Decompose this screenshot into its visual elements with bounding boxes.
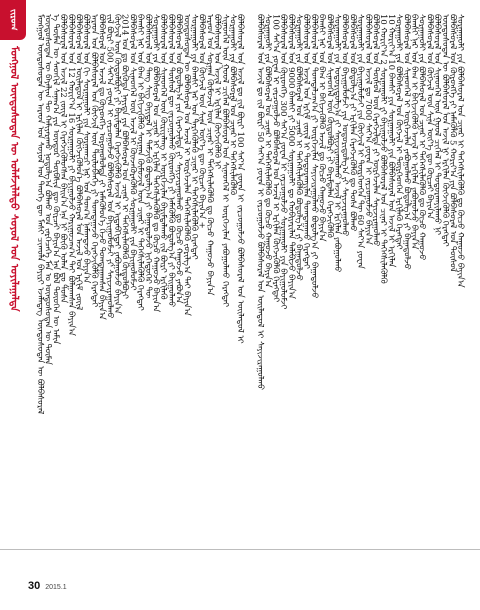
text-column: ᠰᠢᠨᠡᠳᠭᠡᠯ ᠦᠨ ᠭᠣᠣᠯ ᠴᠢᠭᠯᠡᠯ ᠪᠣᠯᠪᠠᠰᠤᠷᠠᠯ ᠤᠨ ᠰᠢᠨᠡᠳᠭᠡᠯ ᠢ ᠦᠷᠭᠡᠵᠢᠯᠡᠨ ᠶᠠᠪᠤᠭᠤᠯᠬᠤ ᠬᠡᠷᠡᠭᠲᠡᠢ	[220, 14, 231, 307]
text-column: ᠪᠣᠯᠪᠠᠰᠤᠷᠠᠯ ᠤᠨ ᠠᠵᠢᠯ 22 ᠵᠦᠢᠯ ᠢ ᠬᠡᠷᠡᠭᠵᠢᠭᠦᠯᠦᠭᠰᠡᠨ ᠪᠠᠢᠨ᠎ᠠ ᠡᠨᠡ ᠨᠢ ᠪᠦᠬᠦ ᠣᠯᠠᠨ ᠳᠤ ᠲᠤᠰᠠ	[59, 14, 70, 304]
corner-tab-label: ᠵᠢᠷᠤᠭ	[8, 9, 18, 31]
text-column: ᠡ ᠲᠦᠮᠡᠨ ᠦ ᠰᠡᠳᠬᠢᠯ ᠰᠠᠨᠠᠭ᠎ᠠ ᠶᠢᠨ ᠥᠨᠳᠦᠷ ᠲᠦᠪᠰᠢᠨ ᠳᠦ ᠬᠦᠷᠴᠡᠢ ᠪᠠᠶᠢᠨ᠎ᠠ ᠡᠨᠡ ᠪᠣᠯ ᠲᠦᠦᠬᠡᠨ ᠦ ᠠᠮᠢᠨ	[51, 14, 62, 345]
text-column: ᠰᠤᠷᠭᠠᠭᠤᠯᠢ ᠶᠢᠨ ᠪᠠᠭᠰᠢ ᠨᠠᠷ ᠤᠨ ᠲᠡᠷᠭᠡᠭᠦᠯᠡᠬᠦ ᠴᠢᠨᠠᠷ ᠢ ᠳᠡᠭᠡᠭᠰᠢᠯᠡᠭᠦᠯᠬᠦ ᠬᠡᠷᠡᠭᠲᠡᠢ	[190, 14, 200, 260]
text-column: ᠪᠣᠯᠪᠠᠰᠤᠷᠠᠯ ᠤᠨ ᠬᠥᠷᠦᠩᠭᠡ ᠶᠢ ᠨᠡᠮᠡᠭᠦᠯᠬᠦ 5 ᠬᠣᠷᠢᠶ᠎ᠠ ᠶᠢᠨ ᠪᠣᠯᠪᠠᠰᠤᠷᠠᠯ ᠤᠨ ᠲᠥᠰᠦᠯ	[448, 14, 459, 272]
text-column: ᠪᠣᠯᠪᠠᠰᠤᠷᠠᠯ ᠤᠨ ᠠᠵᠢᠯ ᠤᠨ ᠡᠷᠬᠢᠮ ᠵᠦᠢᠯ ᠢ ᠲᠣᠳᠤᠷᠬᠠᠶᠢᠯᠠᠨ ᠲᠣᠭᠲᠠᠭᠠᠬᠤ ᠬᠡᠷᠡᠭᠲᠡᠢ	[302, 14, 313, 269]
text-column: ᠰᠤᠷᠭᠠᠭᠤᠯᠢ ᠶᠢᠨ ᠪᠣᠯᠪᠠᠰᠤᠷᠠᠯ ᠤᠨ ᠴᠢᠨᠠᠷ ᠢ ᠳᠡᠭᠡᠭᠰᠢᠯᠡᠭᠦᠯᠬᠦ	[228, 14, 239, 196]
text-column: ᠪᠣᠯᠪᠠᠰᠤᠷᠠᠯ ᠤᠨ ᠰᠢᠨᠡᠳᠭᠡᠯ ᠦᠨ ᠭᠣᠣᠯ ᠴᠢᠭᠯᠡᠯ ᠢ ᠲᠣᠳᠤᠷᠬᠠᠶᠢᠯᠠᠬᠤ ᠨᠢ	[433, 14, 444, 235]
text-column: ᠪᠣᠯᠪᠠᠰᠤᠷᠠᠯ ᠤᠨ ᠲᠥᠰᠦᠯ ᠦᠨ ᠬᠡᠷᠡᠭᠵᠢᠯᠲᠡ ᠶᠢ ᠦᠷᠭᠡᠵᠢᠯᠡᠨ ᠰᠠᠶᠢᠵᠢᠷᠠᠭᠤᠯᠬᠤ	[371, 14, 382, 247]
text-column: ᠠᠷᠠᠳ ᠤᠨ ᠰᠤᠷᠭᠠᠨ ᠬᠦᠮᠦᠵᠢᠯ ᠦᠨ ᠴᠢᠨᠠᠷ ᠢ ᠳᠡᠭᠡᠭᠰᠢᠯᠡᠭᠦᠯᠬᠦ ᠳᠤ ᠬᠦᠴᠦ ᠬᠠᠭᠤᠵᠤ ᠪᠠᠶᠢᠨ᠎ᠠ	[205, 14, 216, 296]
text-column: ᠪᠣᠯᠪᠠᠰᠤᠷᠠᠯ ᠤᠨ ᠲᠥᠰᠦᠯ ᠳᠦ ᠵᠠᠷᠴᠤᠭᠤᠯᠬᠤ ᠬᠥᠷᠦᠩᠭᠡ ᠶᠢ ᠨᠡᠮᠡᠭᠦᠯᠬᠦ ᠪᠣᠳᠣᠯᠭ᠎ᠠ ᠶᠢ ᠪᠠᠢᠭᠤᠯᠬᠤ	[166, 14, 177, 308]
text-column: ᠪᠣᠯᠪᠠᠰᠤᠷᠠᠯ ᠤᠨ ᠰᠢᠨᠡᠳᠭᠡᠯ ᠦᠨ ᠬᠦᠷᠢᠶᠡᠯᠡᠩ ᠢ ᠦᠷᠭᠡᠵᠢᠯᠡᠨ ᠪᠠᠷᠢᠮᠲᠠᠯᠠᠬᠤ ᠵᠢᠯ ᠪᠦᠷᠢ ᠡᠷᠬᠢᠯᠡᠬᠦ	[159, 14, 170, 300]
folio	[28, 580, 67, 592]
text-column: ᠪᠣᠯᠪᠠᠰᠤᠷᠠᠯ ᠤᠨ ᠰᠢᠨᠡᠳᠭᠡᠯ ᠦᠨ ᠠᠵᠢᠯ ᠢ ᠭᠦᠨᠵᠡᠭᠦᠷᠡᠭᠦᠯᠬᠦ ᠰᠤᠷᠭᠠᠭᠤᠯᠢ ᠶᠢᠨ ᠪᠠᠶᠢᠭᠤᠯᠤᠮᠵᠢ	[128, 14, 139, 291]
text-column: ᠰᠤᠷᠭᠠᠭᠤᠯᠢ ᠶᠢᠨ ᠪᠣᠯᠪᠠᠰᠤᠷᠠᠯ ᠤᠨ ᠴᠢᠨᠠᠷ ᠢ ᠳᠡᠭᠡᠭᠰᠢᠯᠡᠭᠦᠯᠬᠦ ᠳᠤ ᠬᠦᠴᠦ ᠬᠠᠭᠤᠵᠤ	[417, 14, 428, 261]
text-column: ᠪᠣᠯᠪᠠᠰᠤᠷᠠᠯ ᠤᠨ ᠠᠵᠢᠯ ᠳᠤ ᠵᠢᠯ ᠪᠦᠷᠢ 100 ᠰᠠᠶ᠎ᠠ ᠶᠤᠸᠠᠨ ᠢ ᠵᠠᠷᠴᠤᠭᠤᠯᠵᠤ ᠪᠣᠯᠪᠠᠰᠤᠷᠠᠯ ᠤᠨ ᠦᠢᠯᠡᠳᠦᠯ ᠢ	[236, 14, 246, 344]
text-column: ᠪᠠᠭᠰᠢ ᠨᠠᠷ ᠤᠨ ᠪᠠᠭ ᠢ ᠪᠡᠬᠢᠵᠢᠭᠦᠯᠬᠦ ᠰᠤᠷᠭᠠᠨ ᠬᠦᠮᠦᠵᠢᠯ ᠦᠨ ᠴᠢᠨᠠᠷ ᠢ ᠳᠡᠭᠡᠭᠰᠢᠯᠡᠭᠦᠯᠬᠦ ᠬᠡᠷᠡᠭᠲᠡᠢ	[136, 14, 147, 311]
body-text-left-block	[36, 14, 246, 532]
text-column: ᠪᠣᠯᠪᠠᠰᠤᠷᠠᠯ ᠤᠨ ᠪᠣᠳᠣᠯᠭ᠎ᠠ ᠶᠢᠨ ᠬᠡᠷᠡᠭᠵᠢᠯᠲᠡ ᠶᠢ ᠰᠠᠶᠢᠵᠢᠷᠠᠭᠤᠯᠬᠤ ᠳᠤ ᠬᠦᠴᠦ ᠬᠠᠭᠤᠵᠤ ᠶᠠᠪᠤᠨ᠎ᠠ	[174, 14, 185, 304]
text-column: ᠪᠣᠯᠪᠠᠰᠤᠷᠠᠯ ᠤᠨ ᠦᠢᠯᠡᠳᠦᠯ ᠢ ᠡᠷᠬᠢᠯᠡᠨ ᠬᠥᠭᠵᠢᠭᠦᠯᠦᠨ᠎ᠡ ᠪᠣᠯᠪᠠᠰᠤᠷᠠᠯ ᠤᠨ ᠠᠵᠢᠯ ᠤᠨ ᠡᠷᠬᠢᠮ ᠵᠦᠢᠯ	[74, 14, 85, 311]
corner-section-tab	[0, 0, 26, 40]
text-column: ᠪᠣᠯᠪᠠᠰᠤᠷᠠᠯ ᠤᠨ ᠠᠵᠢᠯ ᠳᠤ ᠵᠢᠯ ᠪᠦᠷᠢ 50 ᠰᠠᠶ᠎ᠠ ᠶᠤᠸᠠᠨ ᠢ ᠵᠠᠷᠴᠤᠭᠤᠯᠵᠤ ᠪᠣᠯᠪᠠᠰᠤᠷᠠᠯ ᠤᠨ ᠦᠢᠯᠡᠳᠦᠯ ᠢ ᠰᠠᠶᠢᠵᠢᠷᠠᠭᠤᠯᠬᠤ	[256, 14, 266, 390]
text-column: ᠪᠣᠯᠪᠠᠰᠤᠷᠠᠯ ᠤᠨ ᠠᠵᠢᠯ ᠳᠤ ᠬᠥᠷᠦᠩᠭᠡ ᠣᠷᠣᠭᠤᠯᠤᠯᠲᠠ ᠶᠢ ᠨᠡᠮᠡᠭᠦᠯᠦᠨ᠎ᠡ ᠭᠡᠵᠦ ᠲᠣᠭᠲᠠᠭᠠᠭᠰᠠᠨ ᠪᠠᠶᠢᠨ᠎ᠠ	[97, 14, 108, 320]
text-column: ᠪᠠᠭᠰᠢ ᠨᠠᠷ ᠤᠨ ᠪᠠᠭ ᠢ ᠪᠡᠬᠢᠵᠢᠭᠦᠯᠬᠦ ᠠᠵᠢᠯ ᠳᠤ ᠬᠦᠴᠦ ᠬᠠᠭᠤᠵᠤ ᠪᠠᠶᠢᠨ᠎ᠠ	[317, 14, 328, 242]
footer-rule	[0, 549, 480, 550]
text-column: ᠰᠤᠷᠭᠠᠭᠤᠯᠢ ᠶᠢᠨ ᠪᠠᠶᠢᠭᠤᠯᠤᠮᠵᠢ ᠶᠢᠨ ᠬᠥᠭᠵᠢᠯ ᠢ ᠲᠦᠷᠭᠡᠳᠬᠡᠨ ᠲᠦ 60 ᠰᠠᠶ᠎ᠠ ᠶᠤᠸᠠᠨ	[356, 14, 367, 269]
text-column: ᠪᠣᠯᠪᠠᠰᠤᠷᠠᠯ ᠤᠨ ᠠᠵᠢᠯ ᠢ ᠡᠷᠬᠢᠯᠡᠨ ᠬᠥᠭᠵᠢᠭᠦᠯᠬᠦ ᠨᠢ	[213, 14, 224, 169]
text-column: ᠦᠨᠳᠦᠰᠦᠲᠡᠨ ᠦ ᠪᠣᠯᠪᠠᠰᠤᠷᠠᠯ ᠤᠨ ᠠᠵᠢᠯ ᠢ ᠦᠷᠭᠡᠵᠢᠯᠡᠨ ᠳᠡᠭᠡᠭᠰᠢᠯᠡᠭᠦᠯᠬᠦ ᠵᠣᠷᠢᠯᠭ᠎ᠠ ᠲᠠᠢ ᠪᠠᠶᠢᠨ᠎ᠠ	[182, 14, 193, 316]
text-column: 10 ᠬᠣᠷᠢᠶ᠎ᠠ 10 ᠪᠠᠭᠰᠢ ᠶᠢᠨ ᠰᠤᠷᠭᠠᠭᠤᠯᠢ ᠶᠢᠨ ᠪᠣᠯᠪᠠᠰᠤᠷᠠᠯ ᠤᠨ ᠠᠵᠢᠯ ᠢ ᠡᠷᠬᠢᠯᠡᠨ	[386, 14, 397, 268]
text-column: ᠰᠤᠷᠭᠠᠭᠤᠯᠢ ᠶᠢᠨ ᠪᠣᠯᠪᠠᠰᠤᠷᠠᠯ ᠤᠨ ᠬᠥᠭᠵᠢᠯ ᠢ ᠲᠦᠷᠭᠡᠳᠬᠡᠨ ᠡᠷᠬᠢᠯᠡᠬᠦ ᠬᠡᠷᠡᠭᠲᠡᠢ	[394, 14, 405, 250]
text-column: ᠰᠤᠷᠭᠠᠭᠤᠯᠢ ᠶᠢᠨ ᠤᠳᠤᠷᠢᠳᠤᠯᠭ᠎ᠠ ᠶᠢ ᠰᠠᠶᠢᠵᠢᠷᠠᠭᠤᠯᠬᠤ ᠠᠵᠢᠯ ᠢ ᠡᠷᠬᠢᠯᠡᠨ ᠶᠠᠪᠤᠭᠤᠯᠬᠤ	[333, 14, 343, 273]
text-column: ᠰᠤᠷᠭᠠᠭᠤᠯᠢ ᠶᠢᠨ ᠪᠣᠯᠪᠠᠰᠤᠷᠠᠯ ᠤᠨ ᠴᠢᠨᠠᠷ ᠢ ᠳᠡᠭᠡᠭᠰᠢᠯᠡᠭᠦᠯᠬᠦ ᠳᠤ ᠬᠦᠴᠦ ᠬᠠᠭᠤᠵᠤ ᠪᠠᠶᠢᠨ᠎ᠠ	[456, 14, 467, 288]
text-column: ᠪᠣᠯᠪᠠᠰᠤᠷᠠᠯ ᠤᠨ ᠬᠢ ᠰᠤᠷᠭᠠᠭᠤᠯᠢ ᠶᠢᠨ ᠰᠤᠷᠭᠠᠭᠴᠢ ᠨᠠᠷ ᠤᠨ ᠲᠣᠭ᠎ᠠ ᠨᠡᠮᠡᠭ᠍ᠳᠡᠵᠦ ᠪᠠᠶᠢᠨ᠎ᠠ	[82, 14, 93, 284]
text-column: ᠠᠷᠠᠳ ᠤᠨ ᠪᠣᠯᠪᠠᠰᠤᠷᠠᠯ ᠤᠨ ᠬᠥᠭᠵᠢᠯ ᠦᠨ ᠲᠦᠯᠦᠪᠯᠡᠭᠡ ᠶᠢ ᠲᠣᠭᠲᠠᠭᠠᠵᠤ ᠬᠡᠷᠡᠭᠵᠢᠭᠦᠯᠬᠦ ᠬᠡᠷᠡᠭᠲᠡᠢ	[89, 14, 100, 308]
text-column: ᠪᠣᠯᠪᠠᠰᠤᠷᠠᠯ ᠤᠨ ᠬᠥᠭᠵᠢᠯ ᠦᠨ ᠰᠢᠨᠡ ᠦᠶ᠎ᠡ ᠳᠦ ᠬᠦᠷᠴᠡᠢ ᠪᠠᠶᠢᠨ᠎ᠠ	[425, 14, 436, 219]
text-column: ᠪᠣᠯᠪᠠᠰᠤᠷᠠᠯ ᠤᠨ ᠰᠢᠨᠡᠳᠭᠡᠯ ᠦᠨ ᠬᠥᠲᠦᠯᠪᠦᠷᠢ ᠶᠢ ᠪᠠᠷᠢᠮᠲᠠᠯᠠᠨ ᠬᠡᠷᠡᠭᠵᠢᠭᠦᠯᠬᠦ	[325, 14, 336, 238]
text-column: ᠪᠣᠯᠪᠠᠰᠤᠷᠠᠯ ᠤᠨ ᠲᠡᠩ ᠰᠢᠭ ᠪᠠᠶᠢᠳᠠᠯ ᠢ ᠳᠡᠮᠵᠢᠬᠦ ᠪᠣᠳᠣᠯᠭ᠎ᠠ ᠶᠢ ᠪᠠᠭᠠᠳᠤᠯᠵᠤ ᠨᠢᠭᠡᠳᠦᠭᠡᠷ ᠲᠦ	[143, 14, 154, 299]
text-column: ᠦᠨᠳᠦᠰᠦᠲᠡᠨ ᠦ ᠪᠠᠶᠠᠯᠢᠭ ᠲᠦ ᠬᠠᠮᠢᠶᠠᠷᠠᠬᠤ ᠨᠣᠳᠤᠯᠭ᠎ᠠ ᠪᠣᠯᠬᠤ ᠤᠨ ᠵᠡᠷᠭᠡᠴᠡᠭᠡ ᠮᠠᠨ ᠤ ᠦᠨᠳᠦᠰᠦᠲᠡᠨ ᠦ ᠲᠦᠮᠡᠨ	[43, 14, 54, 365]
text-column: ᠪᠣᠯᠪᠠᠰᠤᠷᠠᠯ ᠤᠨ 12 ᠬᠣᠷᠢᠶ᠎ᠠ 16 ᠰᠤᠷᠭᠠᠭᠤᠯᠢ ᠶᠢ ᠪᠠᠶᠢᠭᠤᠯᠵᠤ ᠬᠠᠷᠢᠭᠤᠴᠠᠭ᠎ᠠ ᠲᠠᠢ ᠪᠣᠯᠭᠠᠭᠰᠠᠨ ᠪᠠᠶᠢᠨ᠎ᠠ	[66, 14, 77, 336]
text-column: ᠵᠢᠯ ᠪᠦᠷᠢ 500 ᠰᠠᠶ᠎ᠠ ᠶᠤᠸᠠᠨ ᠢ ᠵᠠᠷᠴᠤᠭᠤᠯᠵᠤ ᠪᠣᠯᠪᠠᠰᠤᠷᠠᠯ ᠤᠨ ᠪᠠᠶᠢᠭᠤᠯᠤᠮᠵᠢ ᠶᠢ ᠰᠠᠶᠢᠵᠢᠷᠠᠭᠤᠯᠬᠤ	[105, 14, 116, 319]
text-column: ᠪᠣᠯᠪᠠᠰᠤᠷᠠᠯ ᠤᠨ ᠪᠣᠳᠣᠯᠭ᠎ᠠ ᠶᠢ ᠡᠷᠬᠢᠯᠡᠨ ᠬᠡᠷᠡᠭᠵᠢᠭᠦᠯᠬᠦ ᠳᠤ ᠲᠤᠰᠠ ᠪᠣᠯᠬᠤ	[348, 14, 359, 232]
text-column: ᠪᠣᠯᠪᠠᠰᠤᠷᠠᠯ ᠤᠨ 9000 ᠪᠠᠭᠰᠢ ᠶᠢ 5000 ᠰᠤᠷᠭᠠᠭᠤᠯᠢ ᠳᠤ ᠬᠤᠪᠢᠶᠠᠷᠢᠯᠠᠨ ᠲᠠᠯᠠᠪᠢᠵᠤ ᠪᠠᠶᠢᠨ᠎ᠠ	[286, 14, 297, 299]
text-column: ᠪᠣᠯᠪᠠᠰᠤᠷᠠᠯ ᠤᠨ ᠪᠠᠶᠢᠭᠤᠯᠤᠮᠵᠢ ᠶᠢᠨ ᠤᠳᠤᠷᠢᠳᠤᠯᠭ᠎ᠠ ᠶᠢ ᠰᠠᠶᠢᠵᠢᠷᠠᠭᠤᠯᠬᠤ	[340, 14, 351, 237]
text-column: 10 ᠬᠣᠷᠢᠶ᠎ᠠ 2 ᠰᠤᠷᠭᠠᠭᠤᠯᠢ ᠶᠢ ᠪᠠᠶᠢᠭᠤᠯᠵᠤ ᠪᠣᠯᠪᠠᠰᠤᠷᠠᠯ ᠤᠨ ᠴᠢᠨᠠᠷ ᠢ ᠳᠡᠭᠡᠭᠰᠢᠯᠡᠭᠦᠯᠬᠦ	[379, 14, 390, 284]
section-title: ᠮᠣᠩᠭᠣᠯ ᠦᠨᠳᠦᠰᠦᠲᠡᠨ ᠦ ᠤᠯᠠᠮᠵᠢᠯᠠᠯᠲᠤ ᠰᠤᠶᠤᠯ ᠤᠨ ᠣᠶᠢᠯᠠᠭᠠᠯᠲᠠ	[8, 46, 20, 312]
text-column: ᠦᠨᠳᠦᠰᠦᠲᠡᠨ ᠦ ᠪᠣᠯᠪᠠᠰᠤᠷᠠᠯ ᠤᠨ ᠠᠵᠢᠯ ᠢ ᠡᠷᠬᠢᠯᠡᠨ ᠬᠥᠭᠵᠢᠭᠦᠯᠬᠦ ᠬᠡᠷᠡᠭᠲᠡᠢ	[440, 14, 451, 247]
text-column: ᠰᠤᠷᠭᠠᠭᠤᠯᠢ ᠶᠢᠨ ᠪᠣᠯᠪᠠᠰᠤᠷᠠᠯ ᠤᠨ ᠴᠢᠨᠠᠷ ᠢ ᠳᠡᠭᠡᠭᠰᠢᠯᠡᠭᠦᠯᠬᠦ ᠪᠣᠳᠣᠯᠭ᠎ᠠ ᠶᠢ ᠪᠠᠭᠠᠳᠤᠯᠵᠤ	[294, 14, 305, 281]
text-column: 100 ᠰᠠᠶ᠎ᠠ ᠶᠤᠸᠠᠨ ᠢ ᠵᠠᠷᠴᠤᠭᠤᠯᠵᠤ ᠪᠣᠯᠪᠠᠰᠤᠷᠠᠯ ᠤᠨ ᠠᠵᠢᠯ ᠢ ᠡᠷᠬᠢᠯᠡᠨ ᠬᠥᠭᠵᠢᠭᠦᠯᠬᠦ ᠬᠡᠷᠡᠭᠲᠡᠢ	[271, 14, 282, 303]
text-column: ᠪᠣᠯᠪᠠᠰᠤᠷᠠᠯ ᠤᠨ ᠲᠣᠭᠲᠠᠯᠴᠠᠭ᠎ᠠ ᠶᠢ ᠦᠷᠭᠡᠵᠢᠯᠡᠨ ᠰᠠᠶᠢᠵᠢᠷᠠᠭᠤᠯᠬᠤ ᠪᠣᠳᠣᠯᠭ᠎ᠠ ᠶᠢ ᠪᠠᠭᠠᠳᠤᠯᠵᠤ	[309, 14, 320, 299]
text-column: ᠮᠣᠩᠭᠣᠯ ᠦᠨᠳᠦᠰᠦᠲᠡᠨ ᠦ ᠠᠷᠠᠳ ᠤᠨ ᠰᠤᠶᠤᠯ ᠤᠨ ᠲᠡᠦᠬᠡ ᠳᠦ ᠮᠠᠰᠢ ᠴᠢᠬᠤᠯᠠ ᠪᠠᠶᠢᠷᠢ ᠡᠵᠡᠯᠡᠳᠡᠭ ᠦᠨᠳᠦᠰᠦᠲᠡᠨ ᠦ ᠪᠣᠯᠪᠠᠰᠤᠷᠠᠯ	[36, 14, 46, 415]
text-column: ᠪᠣᠯᠪᠠᠰᠤᠷᠠᠯ ᠤᠨ ᠠᠵᠢᠯ ᠳᠤ 7000 ᠰᠠᠶ᠎ᠠ ᠶᠤᠸᠠᠨ ᠢ ᠵᠠᠷᠴᠤᠭᠤᠯᠵᠤ ᠪᠠᠶᠢᠨ᠎ᠠ	[363, 14, 374, 245]
text-column: 2014 ᠣᠨ ᠳᠤ ᠪᠦᠭᠦᠳᠡ ᠨᠡᠶᠢᠲᠡ ᠶᠢᠨ ᠪᠣᠯᠪᠠᠰᠤᠷᠠᠯ ᠤᠨ ᠴᠢᠨᠠᠷ ᠢ ᠳᠡᠭᠡᠭᠰᠢᠯᠡᠭᠦᠯᠬᠦ ᠬᠥᠲᠦᠯᠪᠦᠷᠢ	[120, 14, 131, 299]
text-column: ᠪᠣᠯᠪᠠᠰᠤᠷᠠᠯ ᠤᠨ ᠬᠥᠷᠦᠩᠭᠡ 300 ᠰᠠᠶ᠎ᠠ ᠶᠤᠸᠠᠨ ᠢ ᠵᠠᠷᠴᠤᠭᠤᠯᠵᠤ ᠰᠤᠷᠭᠠᠭᠤᠯᠢ ᠶᠢᠨ ᠪᠠᠶᠢᠭᠤᠯᠤᠮᠵᠢ	[279, 14, 290, 310]
text-column: ᠪᠠᠭᠰᠢ ᠨᠠᠷ ᠤᠨ ᠪᠠᠭ ᠢ ᠪᠡᠬᠢᠵᠢᠭᠦᠯᠬᠦ ᠠᠵᠢᠯ ᠢ ᠡᠷᠬᠢᠯᠡᠨ ᠶᠠᠪᠤᠭᠤᠯᠵᠤ ᠪᠠᠶᠢᠨ᠎ᠠ	[410, 14, 420, 250]
issue-label: 2015.1	[45, 584, 67, 591]
page-number: 30	[28, 580, 41, 592]
text-column: ᠬᠥᠭᠵᠢᠯ ᠦᠨ ᠬᠥᠲᠦᠯᠪᠦᠷᠢ ᠶᠢ ᠪᠠᠷᠢᠮᠲᠠᠯᠠᠨ ᠬᠡᠷᠡᠭᠵᠢᠭᠦᠯᠬᠦ ᠠᠵᠢᠯ ᠢ ᠢᠳᠡᠪᠬᠢᠲᠡᠢ ᠶᠠᠪᠤᠭᠤᠯᠵᠤ ᠪᠠᠶᠢᠨ᠎ᠠ	[113, 14, 123, 314]
body-text-right-block	[256, 14, 468, 532]
text-column: ᠪᠣᠯᠪᠠᠰᠤᠷᠠᠯ ᠤᠨ ᠬᠥᠭᠵᠢᠯ ᠦᠨ ᠰᠢᠨᠡ ᠦᠶ᠎ᠡ ᠳᠦ ᠬᠦᠷᠴᠡᠢ ᠪᠠᠶᠢᠨ᠎ᠠ +	[197, 14, 208, 229]
text-column: ᠰᠤᠷᠭᠠᠭᠤᠯᠢ ᠶᠢᠨ ᠪᠣᠯᠪᠠᠰᠤᠷᠠᠯ ᠤᠨ ᠴᠢᠨᠠᠷ ᠢ ᠡᠷᠬᠢᠯᠡᠨ ᠳᠡᠭᠡᠭᠰᠢᠯᠡᠭᠦᠯᠬᠦ ᠳᠤ ᠬᠦᠴᠦ ᠬᠠᠭᠤᠵᠤ ᠪᠠᠶᠢᠨ᠎ᠠ	[151, 14, 162, 313]
text-column: ᠰᠤᠷᠭᠠᠭᠤᠯᠢ ᠶᠢᠨ ᠪᠣᠯᠪᠠᠰᠤᠷᠠᠯ ᠤᠨ ᠴᠢᠨᠠᠷ ᠢ ᠳᠡᠭᠡᠭᠰᠢᠯᠡᠭᠦᠯᠬᠦ ᠳᠤ ᠬᠦᠴᠦ ᠬᠠᠭᠤᠵᠤ ᠪᠠᠶᠢᠨ᠎ᠠ	[263, 14, 274, 288]
text-column: ᠪᠣᠯᠪᠠᠰᠤᠷᠠᠯ ᠤᠨ ᠰᠢᠨᠡᠳᠭᠡᠯ ᠢ ᠦᠷᠭᠡᠵᠢᠯᠡᠨ ᠶᠠᠪᠤᠭᠤᠯᠬᠤ ᠪᠣᠳᠣᠯᠭ᠎ᠠ ᠶᠢ ᠪᠠᠭᠠᠳᠤᠯᠵᠤ	[402, 14, 413, 270]
